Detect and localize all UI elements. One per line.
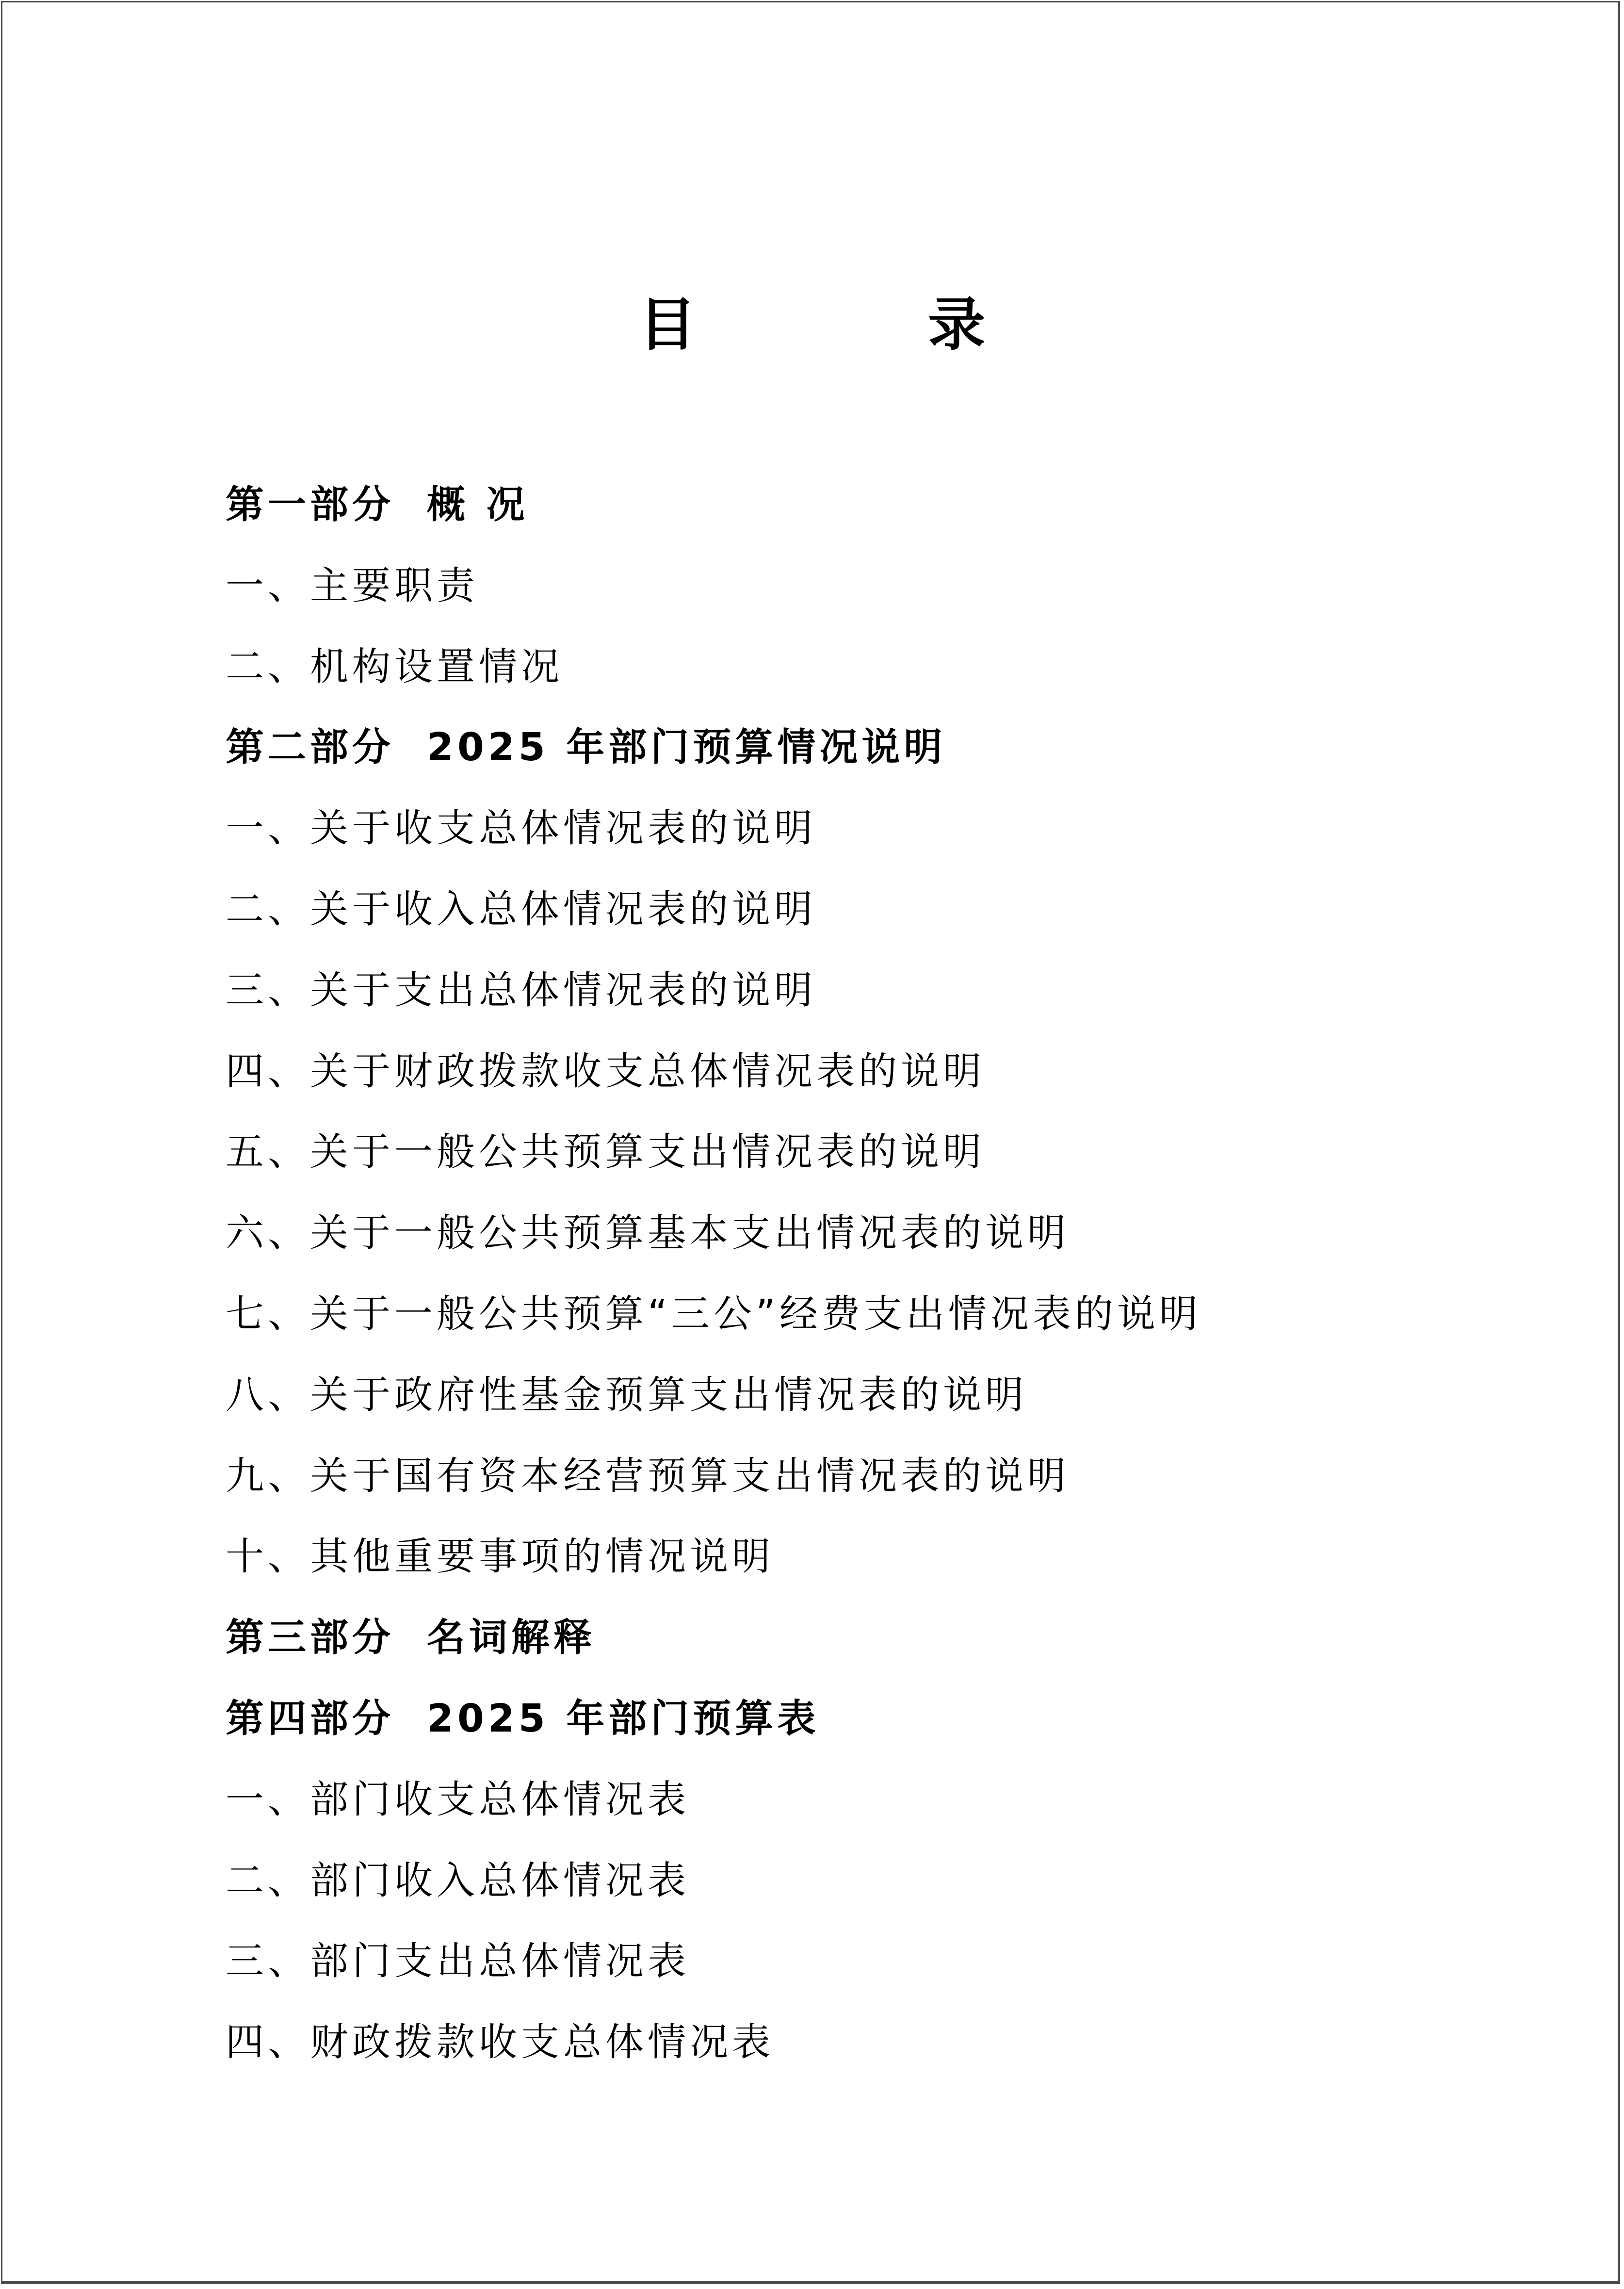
toc-item[interactable]: 十、其他重要事项的情况说明	[226, 1534, 774, 1579]
toc-item[interactable]: 一、关于收支总体情况表的说明	[226, 806, 816, 851]
part-label: 第三部分	[226, 1615, 394, 1660]
toc-item[interactable]: 五、关于一般公共预算支出情况表的说明	[226, 1129, 985, 1175]
toc-item[interactable]: 三、关于支出总体情况表的说明	[226, 967, 816, 1013]
toc-item[interactable]: 七、关于一般公共预算“三公”经费支出情况表的说明	[226, 1291, 1202, 1336]
toc-item[interactable]: 一、部门收支总体情况表	[226, 1777, 690, 1822]
page-title: 目 录	[638, 291, 1072, 358]
part-name: 概 况	[427, 482, 529, 527]
toc-item[interactable]: 一、主要职责	[226, 563, 479, 608]
toc-item[interactable]: 二、关于收入总体情况表的说明	[226, 886, 816, 932]
part-name: 2025 年部门预算情况说明	[427, 725, 946, 770]
part-label: 第四部分	[226, 1696, 394, 1741]
toc-part-1[interactable]	[226, 475, 1202, 556]
part-label: 第二部分	[226, 725, 394, 770]
part-name: 名词解释	[427, 1615, 596, 1660]
toc-item[interactable]: 八、关于政府性基金预算支出情况表的说明	[226, 1372, 1027, 1417]
toc-item[interactable]: 三、部门支出总体情况表	[226, 1939, 690, 1984]
table-of-contents	[226, 475, 1202, 2094]
part-label: 第一部分	[226, 482, 394, 527]
toc-item[interactable]: 二、部门收入总体情况表	[226, 1858, 690, 1903]
toc-item[interactable]: 二、机构设置情况	[226, 644, 563, 689]
part-name: 2025 年部门预算表	[427, 1696, 820, 1741]
toc-item[interactable]: 四、关于财政拨款收支总体情况表的说明	[226, 1048, 985, 1094]
toc-part-4[interactable]	[226, 1689, 1202, 1770]
toc-part-3[interactable]	[226, 1608, 1202, 1689]
toc-item[interactable]: 四、财政拨款收支总体情况表	[226, 2020, 774, 2065]
toc-item[interactable]: 九、关于国有资本经营预算支出情况表的说明	[226, 1453, 1070, 1498]
toc-part-2[interactable]	[226, 718, 1202, 799]
toc-item[interactable]: 六、关于一般公共预算基本支出情况表的说明	[226, 1210, 1070, 1256]
